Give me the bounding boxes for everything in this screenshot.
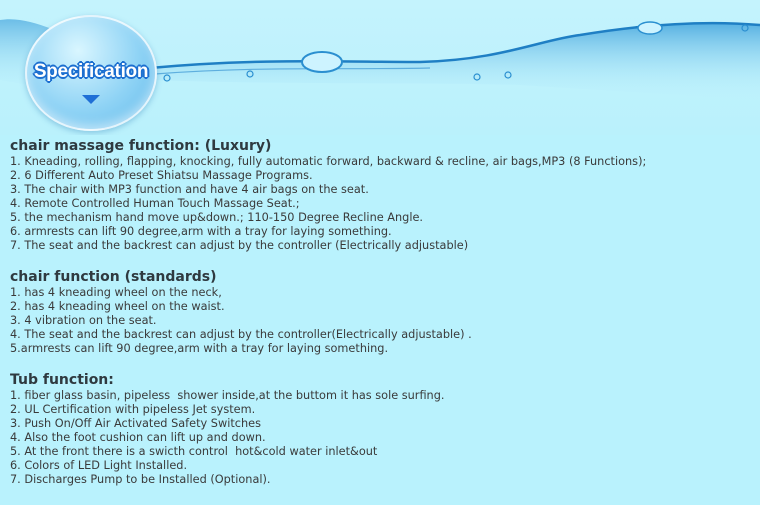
list-item: 4. Also the foot cushion can lift up and down. (10, 431, 266, 444)
list-item: 2. has 4 kneading wheel on the waist. (10, 300, 225, 313)
list-item: 1. fiber glass basin, pipeless shower inside,at the buttom it has sole surfing. (10, 389, 445, 402)
list-item: 2. UL Certification with pipeless Jet system. (10, 403, 256, 416)
list-item: 6. armrests can lift 90 degree,arm with a tray for laying something. (10, 225, 392, 238)
list-item: 3. Push On/Off Air Activated Safety Switches (10, 417, 261, 430)
list-item: 5.armrests can lift 90 degree,arm with a tray for laying something. (10, 342, 389, 355)
section-title: chair massage function: (Luxury) (10, 138, 272, 154)
list-item: 7. The seat and the backrest can adjust by the controller (Electrically adjustable) (10, 239, 469, 252)
section-title: Tub function: (10, 372, 114, 388)
list-item: 1. Kneading, rolling, flapping, knocking, fully automatic forward, backward & recline, air bags,MP3 (8 Functions); (10, 155, 647, 168)
section-title: chair function (standards) (10, 269, 217, 285)
arrow-down-icon (82, 95, 100, 104)
section-chair-massage-luxury (10, 138, 750, 253)
list-item: 5. the mechanism hand move up&down.; 110-150 Degree Recline Angle. (10, 211, 424, 224)
list-item: 4. The seat and the backrest can adjust by the controller(Electrically adjustable) . (10, 328, 472, 341)
list-item: 4. Remote Controlled Human Touch Massage Seat.; (10, 197, 300, 210)
badge-title: Specification (33, 61, 149, 82)
list-item: 5. At the front there is a swicth control hot&cold water inlet&out (10, 445, 378, 458)
list-item: 2. 6 Different Auto Preset Shiatsu Massage Programs. (10, 169, 313, 182)
list-item: 6. Colors of LED Light Installed. (10, 459, 188, 472)
list-item: 3. 4 vibration on the seat. (10, 314, 157, 327)
header-banner (0, 0, 760, 135)
section-tub-function (10, 372, 750, 487)
section-chair-standards (10, 269, 750, 356)
list-item: 7. Discharges Pump to be Installed (Optional). (10, 473, 271, 486)
specification-badge (25, 15, 157, 131)
specification-content (10, 138, 750, 503)
list-item: 3. The chair with MP3 function and have 4 air bags on the seat. (10, 183, 369, 196)
list-item: 1. has 4 kneading wheel on the neck, (10, 286, 222, 299)
